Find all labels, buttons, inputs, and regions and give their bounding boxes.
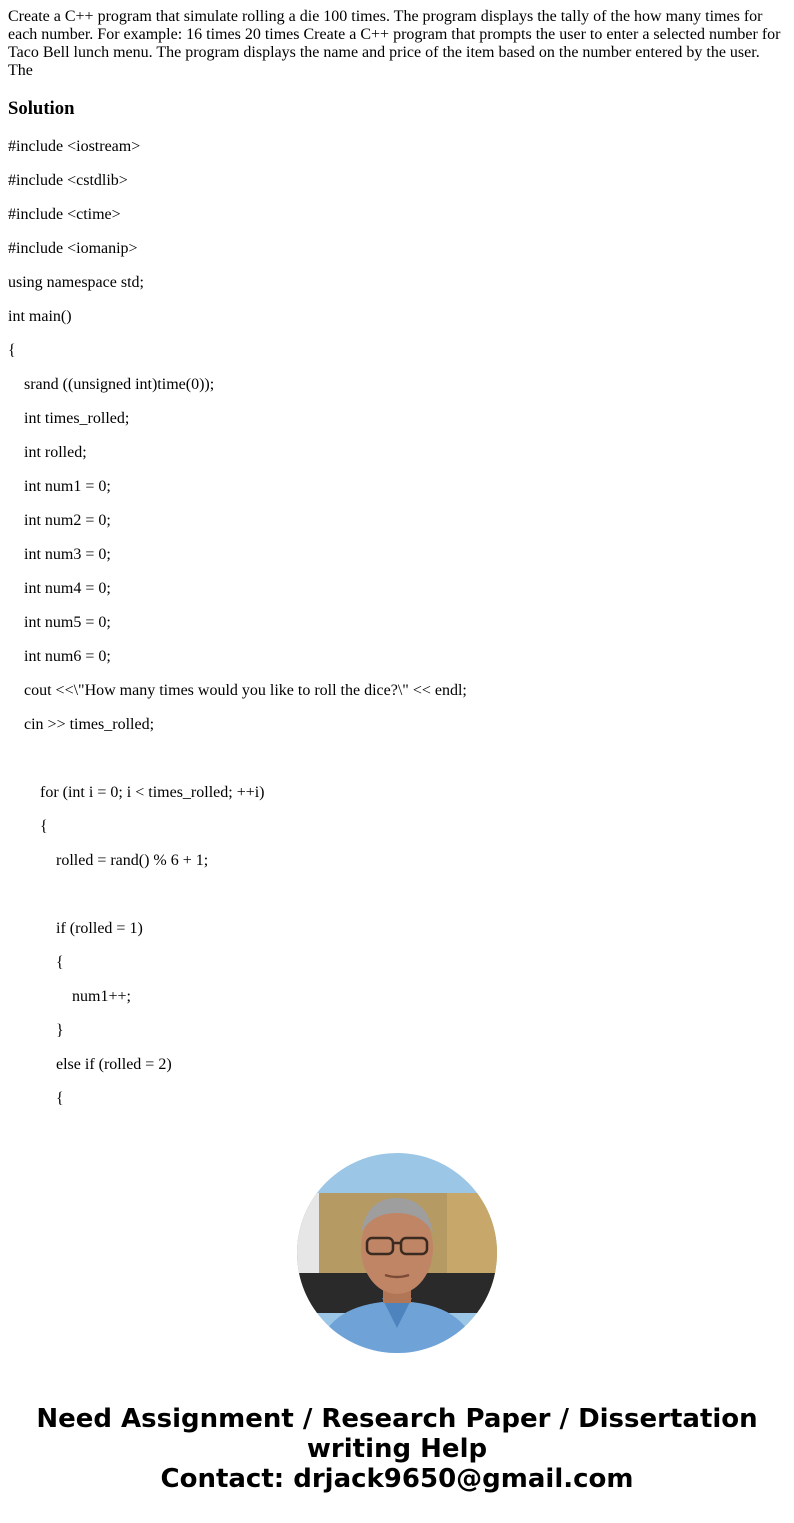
code-line: int num4 = 0; — [8, 580, 111, 597]
author-avatar — [297, 1153, 497, 1353]
code-line: { — [8, 818, 48, 835]
code-line: if (rolled = 1) — [8, 920, 143, 937]
code-line: using namespace std; — [8, 274, 144, 291]
code-line: int num2 = 0; — [8, 512, 111, 529]
code-line: { — [8, 342, 16, 359]
code-line: else if (rolled = 2) — [8, 1056, 172, 1073]
code-line: #include <iostream> — [8, 138, 141, 155]
code-line: } — [8, 1022, 64, 1039]
code-listing — [8, 138, 786, 1124]
solution-heading: Solution — [8, 98, 75, 119]
code-line — [8, 886, 786, 920]
promo-line-1: Need Assignment / Research Paper / Dissertation — [36, 1404, 758, 1434]
code-line: #include <cstdlib> — [8, 172, 128, 189]
code-line: num1++; — [8, 988, 131, 1005]
author-portrait-image — [297, 1153, 497, 1353]
code-line: int main() — [8, 308, 72, 325]
code-line: int num5 = 0; — [8, 614, 111, 631]
code-line: #include <iomanip> — [8, 240, 138, 257]
code-line: int rolled; — [8, 444, 87, 461]
code-line: int times_rolled; — [8, 410, 130, 427]
code-line: cout <<\"How many times would you like to roll the dice?\" << endl; — [8, 682, 467, 699]
code-line: { — [8, 1090, 64, 1107]
code-line: cin >> times_rolled; — [8, 716, 155, 733]
question-text: Create a C++ program that simulate rolling a die 100 times. The program displays the tally of the how many times for each number. For example: 16 times 20 times Create a C++ program that prompts the user to enter a selected number for Taco Bell lunch menu. The program displays the name and price of the item based on the number entered by the user. The — [8, 8, 781, 79]
code-line: srand ((unsigned int)time(0)); — [8, 376, 215, 393]
code-line: for (int i = 0; i < times_rolled; ++i) — [8, 784, 265, 801]
promo-banner — [0, 1404, 794, 1494]
code-line: rolled = rand() % 6 + 1; — [8, 852, 209, 869]
code-line: int num1 = 0; — [8, 478, 111, 495]
code-line: #include <ctime> — [8, 206, 121, 223]
code-line: int num3 = 0; — [8, 546, 111, 563]
code-line: int num6 = 0; — [8, 648, 111, 665]
code-line: { — [8, 954, 64, 971]
promo-contact-line: Contact: drjack9650@gmail.com — [160, 1464, 634, 1494]
promo-line-2: writing Help — [306, 1434, 488, 1464]
code-line — [8, 750, 786, 784]
